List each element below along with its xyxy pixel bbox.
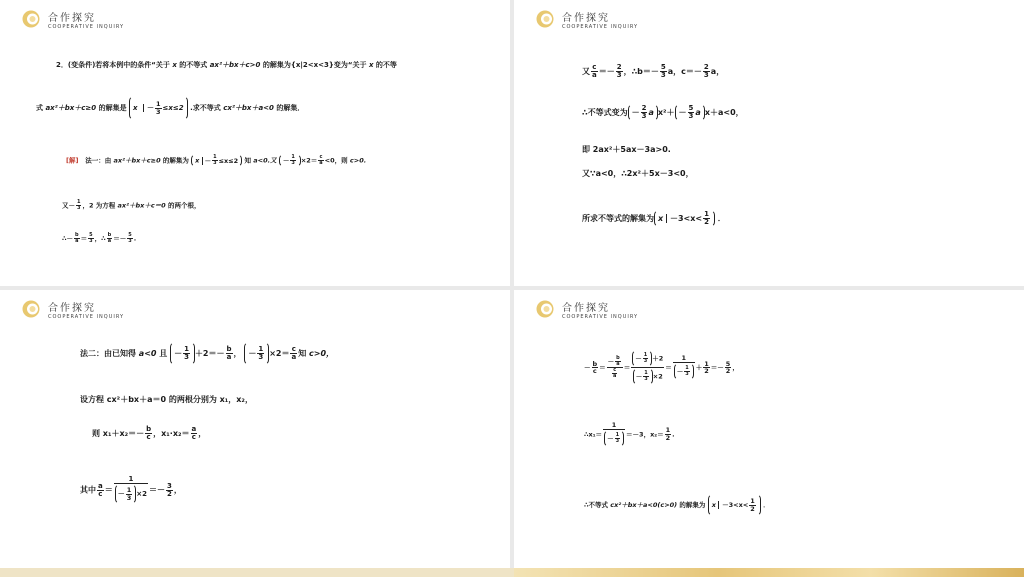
header-subtitle: COOPERATIVE INQUIRY: [562, 314, 639, 320]
solution-tag: [解]: [66, 156, 79, 165]
problem-line-2: 式 ax²＋bx＋c≥0 的解集是 x － $\frac{1}{3}$ ≤x≤2 .求不等式 cx²＋bx＋a<0 的解集．: [36, 96, 304, 120]
solution-line-3: ∴－ $\frac{b}{a}$ ＝ $\frac{5}{3}$ ，∴ $\frac{b}{a}$ ＝－ $\frac{5}{3}$ .: [62, 232, 137, 244]
logo-icon: [22, 300, 40, 318]
calc-line-1: － $\frac{b}{c}$ ＝ － $\frac{b}{a}$ $\frac{c}{a}$ ＝ － $\frac{1}{3}$ ＋2 － $\frac{1}{3}$ ×2 ＝ 1 － $\frac{1}{3}$ ＋ $\frac{1}{2}$ ＝－ $\frac{5}{2}$ ，: [584, 350, 739, 385]
solution-line-1: [解] 法一：由 ax²＋bx＋c≥0 的解集为 x － $\frac{1}{3}$ ≤x≤2 知 a<0.又 － $\frac{1}{3}$ ×2＝ $\frac{c}{a}$ <0，则 c>0.: [66, 154, 367, 166]
bottom-decor-band: [0, 568, 1024, 577]
header-title: 合作探究: [48, 13, 96, 24]
method2-line-4: 其中 $\frac{a}{c}$ ＝ 1 － $\frac{1}{3}$ ×2 ＝－ $\frac{3}{2}$ ，: [80, 476, 182, 504]
slide-4: [514, 290, 1024, 576]
header-subtitle: COOPERATIVE INQUIRY: [48, 314, 125, 320]
logo-icon: [536, 300, 554, 318]
slide-2: [514, 0, 1024, 286]
slide-1: [0, 0, 510, 286]
answer-line: 所求不等式的解集为 x －3<x< $\frac{1}{2}$ ．: [582, 210, 726, 226]
calc-line-2: ∴x₁＝ 1 － $\frac{1}{3}$ ＝－3，x₂＝ $\frac{1}{2}$ .: [584, 422, 675, 447]
header-subtitle: COOPERATIVE INQUIRY: [48, 24, 125, 30]
logo-icon: [536, 10, 554, 28]
step-line-4: 又∵a<0，∴2x²＋5x－3<0，: [582, 169, 694, 178]
solution-set-bracket: x － $\frac{1}{3}$ ≤x≤2: [129, 96, 188, 120]
problem-line-1: 2．(变条件)若将本例中的条件“关于 x 的不等式 ax²＋bx＋c>0 的解集为{x|2<x<3}变为“关于 x 的不等: [56, 61, 397, 69]
step-line-2: ∴不等式变为 － $\frac{2}{3}$ a x²＋ － $\frac{5}{3}$ a x＋a<0，: [582, 104, 744, 120]
header-title: 合作探究: [562, 303, 610, 314]
logo-icon: [22, 10, 40, 28]
gold-pattern: [514, 568, 1024, 577]
header-title: 合作探究: [562, 13, 610, 24]
slide-3: [0, 290, 510, 576]
header-subtitle: COOPERATIVE INQUIRY: [562, 24, 639, 30]
step-line-3: 即 2ax²＋5ax－3a>0.: [582, 145, 671, 154]
method2-line-1: 法二：由已知得 a<0 且 － $\frac{1}{3}$ ＋2＝－ $\frac{b}{a}$ ， － $\frac{1}{3}$ ×2＝ $\frac{c}{a}$ 知 c>0，: [80, 342, 334, 365]
solution-line-2: 又－ $\frac{1}{3}$ ，2 为方程 ax²＋bx＋c＝0 的两个根，: [62, 199, 201, 211]
step-line-1: 又 $\frac{c}{a}$ ＝－ $\frac{2}{3}$ ，∴b＝－ $\frac{5}{3}$ a，c＝－ $\frac{2}{3}$ a，: [582, 63, 725, 79]
method2-line-3: 则 x₁＋x₂＝－ $\frac{b}{c}$ ，x₁·x₂＝ $\frac{a}{c}$ ，: [92, 425, 207, 441]
header-title: 合作探究: [48, 303, 96, 314]
method2-line-2: 设方程 cx²＋bx＋a＝0 的两根分别为 x₁，x₂，: [80, 395, 253, 404]
calc-answer: ∴不等式 cx²＋bx＋a<0(c>0) 的解集为 x －3<x< $\frac{1}{2}$ ．: [584, 494, 770, 516]
